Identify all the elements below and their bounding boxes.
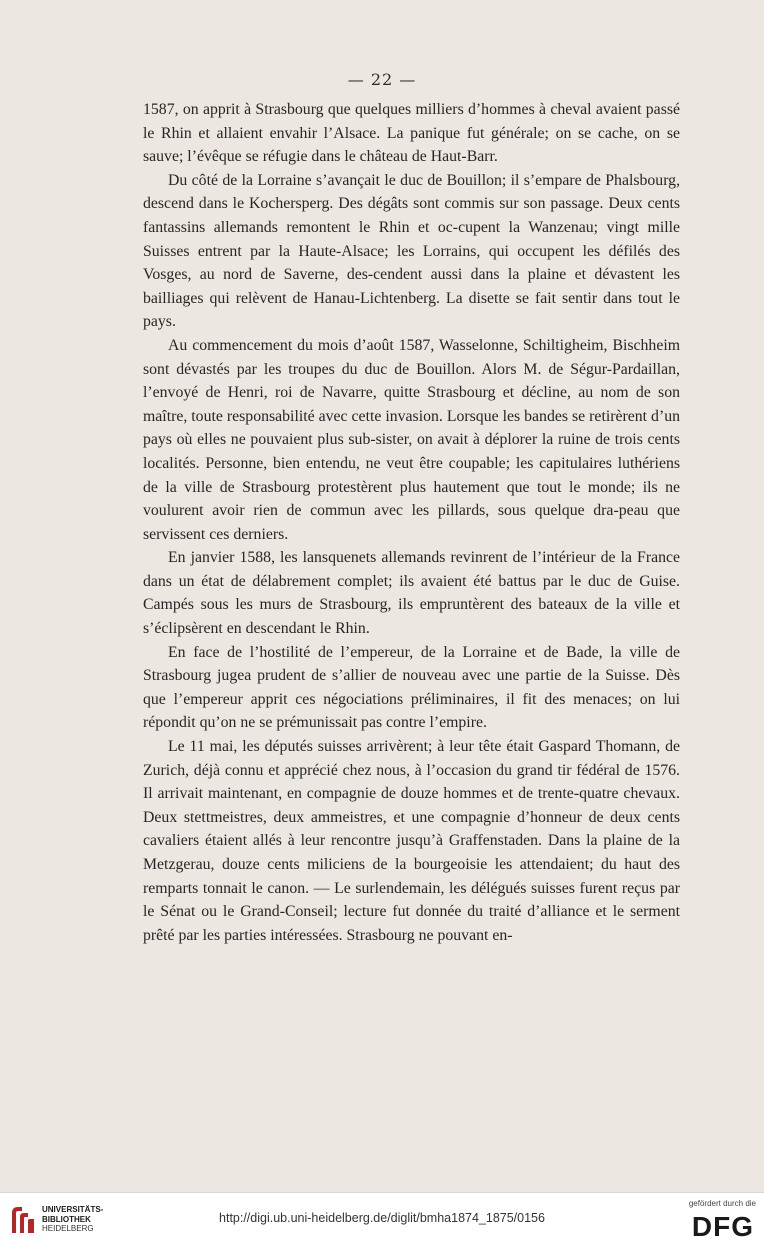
library-name-line2: BIBLIOTHEK: [42, 1214, 91, 1224]
permalink-url[interactable]: http://digi.ub.uni-heidelberg.de/diglit/bmha1874_1875/0156: [219, 1211, 545, 1225]
text-line: Ségur-Pardaillan, l’envoyé de Henri, roi de Navarre, quitte Strasbourg et: [143, 360, 680, 402]
text-line: décline, au nom de son maître, toute responsabilité avec cette invasion.: [143, 384, 680, 425]
page-number: — 22 —: [347, 70, 417, 89]
text-line: Au commencement du mois d’août 1587, Wasselonne, Schiltigheim,: [168, 336, 608, 354]
paragraph: [143, 735, 680, 947]
text-line: avaient passé le Rhin et allaient envahir l’Alsace. La panique fut générale;: [143, 101, 681, 142]
text-line: ville de Strasbourg protestèrent plus hautement que tout le monde; ils: [184, 478, 658, 496]
text-line: Bischheim sont dévastés par les troupes du duc de Bouillon. Alors M. de: [143, 336, 681, 378]
viewer-footer: [0, 1192, 764, 1248]
paragraph: [143, 641, 680, 735]
text-line: cendent aussi dans la plaine et dévastent les bailliages qui relèvent de: [143, 266, 680, 307]
text-line: Barr.: [466, 148, 498, 166]
library-name-line1: UNIVERSITÄTS-: [42, 1205, 104, 1214]
text-line: Lorsque les bandes se retirèrent d’un pays où elles ne pouvaient plus sub-: [143, 407, 681, 449]
text-line: et une compagnie d’honneur de deux cents cavaliers étaient allés à leur: [143, 808, 680, 850]
library-name-line3: HEIDELBERG: [42, 1224, 94, 1233]
funded-by-label: gefördert durch die: [688, 1199, 756, 1208]
text-line: En face de l’hostilité de l’empereur, de la Lorraine et de Bade, la ville: [168, 643, 658, 661]
text-line: tonnait le canon. — Le surlendemain, les délégués suisses furent reçus: [202, 879, 656, 897]
paragraph: [143, 98, 680, 169]
text-line: par le Sénat ou le Grand-Conseil; lecture fut donnée du traité d’alliance et: [143, 879, 681, 921]
text-line: Suisse. Dès que l’empereur apprit ces négociations préliminaires, il fit des: [143, 667, 680, 708]
text-line: hommes et de trente-quatre chevaux. Deux stettmeistres, deux ammeistres,: [143, 785, 681, 826]
paragraph: [143, 334, 680, 546]
text-line: grand tir fédéral de 1576. Il arrivait maintenant, en compagnie de douze: [143, 761, 680, 803]
text-line: la France dans un état de délabrement complet; ils avaient été battus par: [143, 549, 681, 590]
text-line: Phalsbourg, descend dans le Kochersperg. Des dégâts sont commis sur: [143, 171, 681, 213]
text-line: En janvier 1588, les lansquenets allemands revinrent de l’intérieur de: [168, 549, 616, 567]
text-line: rencontre jusqu’à Graffenstaden. Dans la plaine de la Metzgerau, douze: [143, 832, 681, 873]
text-line: sister, on avait à déplorer la ruine de trois cents localités. Personne,: [143, 431, 680, 472]
text-line: Du côté de la Lorraine s’avançait le duc de Bouillon; il s’empare de: [168, 171, 601, 189]
paragraph: [143, 169, 680, 334]
text-line: Hanau-Lichtenberg. La disette se fait sentir dans tout le pays.: [143, 289, 680, 331]
text-line: des bateaux de la ville et s’éclipsèrent en descendant le Rhin.: [143, 596, 680, 638]
text-line: Thomann, de Zurich, déjà connu et apprécié chez nous, à l’occasion du: [143, 738, 680, 779]
text-line: on se cache, on se sauve; l’évêque se réfugie dans le château de Haut-: [143, 124, 680, 166]
paragraph: [143, 546, 680, 640]
text-line: le serment prêté par les parties intéressées. Strasbourg ne pouvant en-: [143, 903, 681, 944]
body-text: [143, 98, 680, 947]
text-line: cupent la Wanzenau; vingt mille Suisses entrent par la Haute-Alsace; les: [143, 218, 681, 260]
text-line: de Strasbourg jugea prudent de s’allier de nouveau avec une partie de la: [143, 643, 680, 685]
dfg-logo: DFG: [691, 1211, 754, 1242]
text-line: menaces; on lui répondit qu’on ne se prémunissait pas contre l’empire.: [143, 690, 681, 732]
text-line: bien entendu, ne veut être coupable; les capitulaires luthériens de la: [143, 454, 680, 496]
text-line: Lorrains, qui occupent les défilés des Vosges, au nord de Saverne, des-: [143, 242, 680, 284]
text-line: son passage. Deux cents fantassins allemands remontent le Rhin et oc-: [143, 195, 681, 236]
text-line: cents miliciens de la bourgeoisie les attendaient; du haut des remparts: [143, 856, 680, 897]
text-line: 1587, on apprit à Strasbourg que quelques milliers d’hommes à cheval: [143, 101, 592, 118]
text-line: Le 11 mai, les députés suisses arrivèrent; à leur tête était Gaspard: [168, 738, 592, 756]
text-line: peau que servissent ces derniers.: [143, 502, 680, 543]
text-line: ne voulurent avoir rien de commun avec les pillards, sous quelque dra-: [143, 478, 680, 520]
text-line: le duc de Guise. Campés sous les murs de Strasbourg, ils empruntèrent: [143, 572, 680, 614]
